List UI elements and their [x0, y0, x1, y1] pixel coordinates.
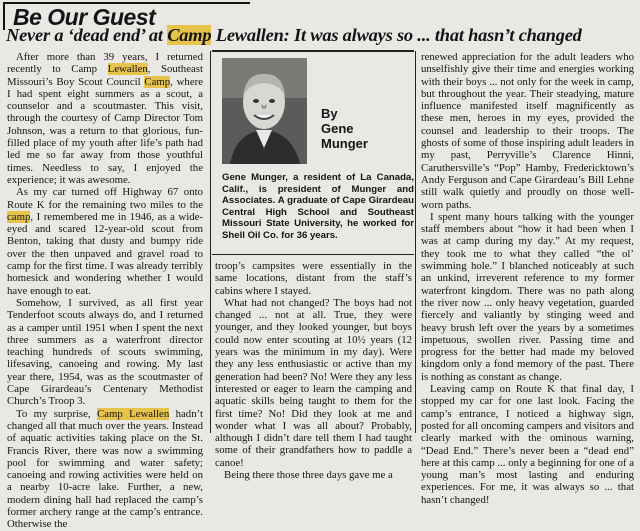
- article-column-2: [215, 260, 412, 481]
- article-column-1: [7, 51, 203, 531]
- headline: [6, 25, 638, 46]
- text-run: hadn’t changed all that much over the years. Instead of aquatic activities taking place on the St. Francis River, there was now a swimming pool for swimming and water safety; canoeing and rowing activities were held on a nearby 10-acre lake. Further, a new, modern dining hall had replaced the camp’s former archery range at the camp’s entrance. Otherwise the: [7, 407, 203, 531]
- paragraph: Leaving camp on Route K that final day, I stopped my car for one last look. Facing the camp’s entrance, I noticed a highway sign, posted for all oncoming campers and visitors and clearly marked with the ominous warning, “Dead End.” There’s never been a “dead end” here at this camp ... only a beginning for one of a young man’s most lasting and enduring experiences. For me, it was always so ... that hasn’t changed!: [421, 383, 634, 506]
- portrait-image: [222, 58, 307, 164]
- author-photo: [222, 58, 307, 164]
- paragraph: [7, 408, 203, 531]
- text-run: As my car turned off Highway 67 onto Route K for the remaining two miles to the: [7, 186, 203, 211]
- author-bio: Gene Munger, a resident of La Canada, Calif., is president of Munger and Associates. A graduate of Cape Girardeau Central High School and Southeast Missouri State University, he worked for Shell Oil Co. for 36 years.: [222, 172, 414, 241]
- text-run: , Southeast Missouri’s Boy Scout Council: [7, 63, 203, 88]
- text-run: , I remembered me in 1946, as a wide-eyed and scared 12-year-old scout from Benton, taking that dusty and bumpy ride over the then unpaved and gravel road to camp for the first time. I was already terribly homesick and wondering whether I would have enough to eat.: [7, 210, 203, 297]
- headline-highlight: Camp: [167, 25, 212, 45]
- search-highlight: camp: [7, 210, 31, 223]
- paragraph: Somehow, I survived, as all first year Tenderfoot scouts always do, and I returned as a camper until 1951 when I spent the next three summers as a waterfront director teaching hundreds of scouts swimming, lifesaving, canoeing and rowing. My last year there, 1954, was as the scoutmaster of Cape Girardeau’s Centenary Methodist Church’s Troop 3.: [7, 296, 203, 408]
- paragraph: I spent many hours talking with the younger staff members about “how it had been when I was at camp during my day.” At my request, they took me to what they called “the ol’ swimming hole.” I blanched noticeably at such an unkind, irreverent reference to my former waterfront kingdom. There was no path along the river now ... only heavy vegetation, guarded fiercely and valiantly by stinging weed and heavy brush left over the years by a sometimes impetuous, swollen river. Passing time and progress for the better had made my beloved kingdom only a fond memory of the past. There is nothing as constant as change.: [421, 210, 634, 383]
- paragraph: troop’s campsites were essentially in the same locations, distant from the staff’s cabins where I stayed.: [215, 260, 412, 297]
- paragraph: What had not changed? The boys had not changed ... not at all. True, they were younger, and they looked younger, but boys could now enter scouting at 10½ years (12 years was the minimum in my day). Were they any less enthusiastic or active than my generation had been? No! Were they any less interested or eager to learn the camping and aquatic skills being taught to them for the first time? No! Did they look at me and wonder what I was all about? Probably, although I didn’t dare tell them I had taught some of their grandfathers how to paddle a canoe!: [215, 296, 412, 469]
- text-run: To my surprise,: [16, 407, 97, 420]
- search-highlight: Camp Lewallen: [96, 407, 170, 420]
- search-highlight: Camp: [144, 75, 171, 88]
- headline-text-pre: Never a ‘dead end’ at: [6, 25, 168, 45]
- byline-first-name: Gene: [321, 121, 354, 136]
- box-bottom-border: [212, 254, 414, 255]
- box-top-border: [212, 50, 414, 52]
- paragraph: [7, 51, 203, 186]
- paragraph: [7, 186, 203, 297]
- byline-last-name: Munger: [321, 136, 368, 151]
- byline-by: By: [321, 106, 338, 121]
- page-title: Be Our Guest: [13, 4, 156, 30]
- text-run: , where I had spent eight summers as a scout, a counselor and a scoutmaster. This visit, through the courtesy of Camp Director Tom Johnson, was a return to that glorious, fun-filled place of my youth after life’s path had led me so far away from those youthful times. Needless to say, I enjoyed the experience; it was awesome.: [7, 75, 203, 186]
- headline-text-post: Lewallen: It was always so ... that hasn’t changed: [211, 25, 582, 45]
- paragraph: Being there those three days gave me a: [224, 469, 393, 482]
- column-divider: [210, 51, 211, 433]
- text-run: After more than 39 years, I returned recently to Camp: [7, 51, 203, 76]
- search-highlight: Lewallen: [107, 63, 148, 76]
- byline: [321, 106, 368, 151]
- paragraph: renewed appreciation for the adult leaders who unselfishly give their time and energies working with their boys ... not only for the week in camp, but throughout the year. Their steadying, mature influence manifested itself magnificently as these men, heroes in my eyes, provided the counsel and leadership to their troops. The ghosts of some of those inspiring adult leaders in my past, Perryville’s Clarence Hinni, Caruthersville’s “Pop” Hamby, Fredericktown’s Andy Ferguson and Cape Girardeau’s Bill Lehne still walk quietly and proudly on those well-worn paths.: [421, 51, 634, 211]
- column-divider: [415, 51, 416, 433]
